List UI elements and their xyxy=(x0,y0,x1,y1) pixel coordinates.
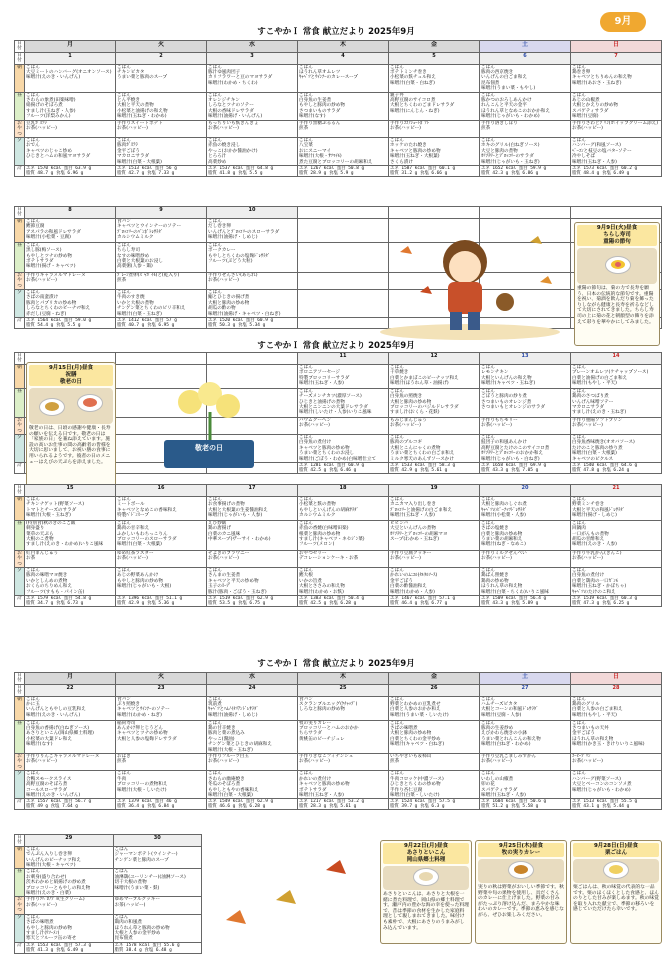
meal-label: 計 xyxy=(15,318,25,329)
menu-cell: ゆめマーブルクッキー お茶(ハッピー) xyxy=(113,897,202,914)
menu-cell: ﾌﾟﾚｰﾝ煮卵(ｽﾞｬｶﾞｲﾓ)と(乾入り) 煎茶 xyxy=(116,272,207,289)
nutrition-cell: エネ 1658 kcal 蛋白 69.9 g 脂質 43.3 g 食塩 7.05 g xyxy=(480,463,571,474)
date-29: 29 xyxy=(25,835,114,847)
meal-label: 夕 xyxy=(15,568,25,596)
meal-label: 朝 xyxy=(15,696,25,720)
meal-label: 昼 xyxy=(15,720,25,753)
menu-cell: 手作りｿﾊﾞﾛｱﾌﾟﾙ(生クリーム) お茶(ハッピー) xyxy=(25,897,114,914)
menu-cell: ごはん さわらの幽庵焼き 冬瓜のそぼろ煮 もやしともやの香味和え 味噌汁(白菜・大根葉) xyxy=(207,771,298,799)
menu-cell: ごはん 白身魚香味焼き(オオバソース) たけのこと豚肉の炒り煮 味噌汁(白菜・大根葉) キャベツのピクルス xyxy=(571,435,662,463)
feature-text: 実りの秋は野菜がおいしい季節です。秋野菜や旬の果物を使用し、具だくさんのカレーに仕上げました。野菜の甘みがたっぷり溶け込んだ、まろやかな味わいのカレーです。季節の恵みを感じながら、ぜひお楽しみください。 xyxy=(478,885,564,918)
empty-cell xyxy=(116,353,207,365)
date-10: 10 xyxy=(207,207,298,219)
menu-cell: ごはん 豚肉の味噌マヨ焼き いかとしんめの煮物 おくらのちりめん和え フルーツ(すもも・パイン缶) xyxy=(25,568,116,596)
feature-title: 9月28日(日)昼食 栗ごはん xyxy=(573,843,659,857)
week5-table xyxy=(14,834,202,954)
meal-label: 朝 xyxy=(15,496,25,520)
menu-cell: ごはん 鶏巻き卵 キャベツとちりめんの和え物 味噌汁(あおさ・玉ねぎ) xyxy=(571,64,662,92)
date-14: 14 xyxy=(571,353,662,365)
date-label: 日付 xyxy=(15,684,25,696)
menu-cell: ごはん ポークカレー もやしとちくわの塩麹ﾄﾞﾚｻﾗﾀﾞ フルーツ(ぶどう大粒) xyxy=(207,242,298,272)
week1-table xyxy=(14,40,662,177)
meal-label: 夕 xyxy=(15,771,25,799)
date-7: 7 xyxy=(571,52,662,64)
menu-cell: ごはん ハムチーズピカタ 大根とコーンの和風ﾄﾞﾚｻﾗﾀﾞ 味噌汁(豆腐・人参) xyxy=(480,696,571,720)
date-label: 日付 xyxy=(15,485,25,497)
menu-cell: 手作りきなこフィナンシェ お茶(ハッピー) xyxy=(298,754,389,771)
nutrition-cell: エネ 1267 kcal 蛋白 50.8 g 脂質 28.9 g 食塩 5.9 g xyxy=(298,165,389,176)
meal-label: 昼 xyxy=(15,92,25,120)
menu-cell: ごはん 豚肉の生姜炒め えびかわら焼きの小鉢 うまい菜とれんこんの和え物 味噌汁(白ねぎ・わかめ) xyxy=(480,720,571,753)
menu-cell: ゆめ紅茶ラスター お茶(ハッピー) xyxy=(116,550,207,567)
sushi-photo xyxy=(577,248,657,284)
menu-cell: いちやきいも＆柿山 煎茶 xyxy=(389,754,480,771)
feature-title: 9月15日(月)昼食 祝膳 敬老の日 xyxy=(29,365,113,386)
menu-cell: ごはん 野菜とわかめの豆乳煮せ 白菜と人参のおかか和え 味噌汁(うまい菜・しいたけ) xyxy=(389,696,480,720)
date-2: 2 xyxy=(116,52,207,64)
menu-cell: ごはん 豚汁ゆ風肉団子 カリフラワーと豆のマヨサラダ 味噌汁(わかめ・ちくわ) xyxy=(207,64,298,92)
nutrition-cell: エネ 1217 kcal 蛋白 53.2 g 脂質 28.3 g 食塩 5.61 g xyxy=(298,799,389,810)
menu-cell: 手作り牛乳かん(きんこ) お茶(ハッピー) xyxy=(571,550,662,567)
menu-cell: ごはん オレンジチキン しろなとツナのソテー 大根の香味ドレサラダ 味噌汁(油揚げ・いんげん) xyxy=(207,92,298,120)
menu-cell: 手作りさわとﾌﾞﾘﾝ(ホイップクリーム添え) お茶(ハッピー) xyxy=(571,120,662,137)
date-25: 25 xyxy=(298,684,389,696)
feature-title: 9月25日(木)昼食 牧の実りカレー xyxy=(478,843,564,857)
menu-cell: 豆乳ｶﾞｽﾃﾗ お茶(ハッピー) xyxy=(25,120,116,137)
date-label: 日付 xyxy=(15,52,25,64)
menu-cell: ごはん 鮭団子の和風あんかけ 高野豆腐とたけのこのサイコロ煮 ｶﾘﾌﾗﾜｰとﾌﾞﾛｯｺﾘｰのおかか和え 味噌汁(じゃがいも・白ねぎ) xyxy=(480,435,571,463)
date-23: 23 xyxy=(116,684,207,696)
date-21: 21 xyxy=(571,485,662,497)
menu-cell: ごはん カニカマ入り出し巻き ﾌﾞﾛｯｺﾘｰと油揚げの白ごま和え 味噌汁(玉ねぎ・人参) xyxy=(389,496,480,520)
nutrition-cell: エネ 1513 kcal 蛋白 56 g 脂質 42.7 g 食塩 7.33 g xyxy=(116,165,207,176)
menu-cell: 食パン ぶり照焼き キャベツとｳｲﾝﾅｰのソテー 味噌汁(わかめ・ねぎ) xyxy=(116,696,207,720)
menu-cell: ごはん 鰹節豆腐 アスパラの和風ドレサラダ 味噌汁(小松菜・豆腐) xyxy=(25,218,116,242)
menu-cell: ごはん さばの塩焼き 白菜と豚肉の炒め物 うまい菜の胡麻和え 味噌汁(ねぎ・なめこ) xyxy=(480,520,571,550)
menu-cell: ごはん 大豆ミートのハンバーグ(オニオンソース) 味噌汁(えのき・いんげん) xyxy=(25,64,116,92)
menu-cell: ごはん レモンチキン 大根といんげんの和え物 味噌汁(キャベツ・玉ねぎ) xyxy=(480,364,571,388)
date-label: 日付 xyxy=(15,353,25,365)
menu-cell: ごはん チーズメンチカツ(濃厚ソース) ひじきと油揚げの煮物 大根とニンニンの大葉ドレサラダ 味噌汁(しいたけ・人参)いりこ風味 xyxy=(298,388,389,417)
menu-cell: もっちりいも麩きんぎょ お茶(ハッピー) xyxy=(207,120,298,137)
date-20: 20 xyxy=(480,485,571,497)
nutrition-cell: エネ 1383 kcal 蛋白 50.4 g 脂質 42.5 g 食塩 6.28 g xyxy=(298,596,389,607)
empty-cell xyxy=(207,353,298,365)
menu-cell: ごはん でんぷん入りし巻き卵 いんげんのピーナッツ和え 味噌汁(大根・キャベツ) xyxy=(25,846,114,869)
weekday-sun: 日 xyxy=(571,673,662,685)
respect-day-sign: 敬老の日 xyxy=(195,444,223,452)
weekday-tue: 火 xyxy=(116,673,207,685)
feature-text: 栗ごはんは、秋の味覚の代表的な一品です。栗のほくほくとした食感と、ほんのりとした甘みが楽しめます。秋の味覚を取り入れた献立で、季節の移ろいを感じていただけたら幸いです。 xyxy=(573,885,659,913)
date-27: 27 xyxy=(480,684,571,696)
feature-title: 9月9日(火)昼食 ちらし寿司 重陽の節句 xyxy=(577,225,657,246)
empty-cell xyxy=(571,207,662,219)
menu-cell: ごはん 鰯とひじきの揚げ煮 大根と豚肉の炒め物 胡瓜の酢の物 味噌汁(油揚げ・キャベツ・白ねぎ) xyxy=(207,290,298,318)
menu-cell: ごはん 干草焼き 白菜とかまぼこのピーナッツ和え 味噌汁(ほうれん草・油揚げ) xyxy=(389,364,480,388)
feature-text: あさりといこんは、あさりと大根を一緒に煮た料理で、岡山県の郷土料理です。瀬戸内の豊かな海の幸を使った料理で、昔は季節の食材を生かした家庭料理として親しまれてきました。味付けも素朴で、大根にあさりのうまみがしみ込んでいます。 xyxy=(383,892,469,931)
nutrition-cell: エネ 1513 kcal 蛋白 55.5 g 脂質 43.1 g 食塩 5.44 g xyxy=(571,799,662,810)
meal-label: 朝 xyxy=(15,64,25,92)
menu-cell: 親子丼 高野豆腐のサイコロ煮 大根とちくわのごまドレサラダ 味噌汁(にんじん・ねぎ) xyxy=(389,92,480,120)
nutrition-cell: エネ 1520 kcal 蛋白 60.9 g 脂質 50.3 g 食塩 5.34 g xyxy=(207,318,298,329)
menu-cell: 手作りもちモリー お茶(ハッピー) xyxy=(480,417,571,434)
menu-cell: ごはん 豚肉のプルコギ 大根とこんにゃくの煮物 うまい菜とちくわの白ごま和え ミルク寒天のあんずソースかけ xyxy=(389,435,480,463)
nutrition-cell: エネ 1281 kcal 蛋白 60.9 g 脂質 42.5 g 食塩 6.46 g xyxy=(298,463,389,474)
menu-cell: ごはん ホキのグリル(白ねぎソース) 大豆と豚肉の煮物 ｶﾘﾌﾗﾜｰとﾌﾞﾛｯｺﾘｰのサラダ 味噌汁(じゃがいも・玉ねぎ) xyxy=(480,137,571,165)
nutrition-cell: エネ 1557 kcal 蛋白 56.7 g 脂質 49 g 食塩 7.64 g xyxy=(25,799,116,810)
menu-cell: ごはん さつまいもの天丼 金平ごぼう ほうれん草の和え物 味噌汁(かき玉・きけりいりこ風味) xyxy=(571,720,662,753)
menu-cell: ごはん ほうれん草オムレツ ｷｬﾍﾞﾂとｳｲﾝﾅｰのカレースープ xyxy=(298,64,389,92)
month-badge: 9月 xyxy=(600,12,646,32)
menu-cell: 牧の実りカレー ブロッコリーとハムのおかか ちらサラダ 黄桃缶のピーチジュレ xyxy=(298,720,389,753)
nutrition-cell: エネ 1533 kcal 蛋白 58.3 g 脂質 42.9 g 食塩 5.61 g xyxy=(389,463,480,474)
menu-cell: 食パン キャベツとウインナーのソテー ﾌﾞﾛｯｺﾘｰのﾊﾟﾝﾎﾟﾄﾚｻﾗﾀﾞ カルシウムミルク xyxy=(116,218,207,242)
date-6: 6 xyxy=(480,52,571,64)
week4-table xyxy=(14,672,662,810)
empty-cell xyxy=(389,207,480,219)
meal-label: おやつ xyxy=(15,550,25,567)
menu-cell: おやつゼリー デコレーションケーキ・お茶 xyxy=(298,550,389,567)
weekday-mon: 月 xyxy=(25,41,116,53)
nutrition-cell: エネ 1573 kcal 蛋白 60.2 g 脂質 48.4 g 食塩 6.49 g xyxy=(571,165,662,176)
meal-label: 昼 xyxy=(15,520,25,550)
menu-cell: ごはん 大根と豚肉のしぐれ煮 ｷｬﾍﾞﾂのﾋﾟｰﾅｯﾂﾄﾞﾚｻﾗﾀﾞ 味噌汁(小松菜・人参) xyxy=(480,496,571,520)
menu-cell: 手作りｺｺｱｼｭｰﾄﾎﾟﾃﾄ お茶(ハッピー) xyxy=(389,120,480,137)
date-label: 日付 xyxy=(15,207,25,219)
menu-cell: 手作りスイートポテト お茶(ハッピー) xyxy=(116,120,207,137)
nutrition-cell: エネ 1579 kcal 蛋白 54.8 g 脂質 34.7 g 食塩 6.73 g xyxy=(25,596,116,607)
menu-cell: 食パン スクランブルエッグ(ｹﾁｬｯﾌﾟ) しろなと豚肉の炒め物 xyxy=(298,696,389,720)
menu-cell: ごはん さわらの象煮(田楽味噌) 絹揚げのそぼろ煮 すまし汁(玉ねぎ・人参) フルーツ(洋梨みかん) xyxy=(25,92,116,120)
weekday-wed: 水 xyxy=(207,41,298,53)
date-19: 19 xyxy=(389,485,480,497)
feature-card-2 xyxy=(475,840,567,944)
feature-card-respect-day xyxy=(26,362,116,488)
date-label: 日付 xyxy=(15,673,25,685)
nutrition-cell: エネ 1578 kcal 蛋白 55.6 g 脂質 38.4 g 食塩 6.48 g xyxy=(113,942,202,953)
meal-label: おやつ xyxy=(15,417,25,434)
menu-cell: えび炒飯 鶏の唐揚げ 白菜のカニ風味 中華スープ(ザーサイ・わかめ) xyxy=(207,520,298,550)
date-15: 15 xyxy=(25,485,116,497)
menu-cell: ごはん 鶏肉のさつぱり煮 いんげん味噌ソテー マカロニサラダ すまし汁(えのき・玉ねぎ) xyxy=(571,388,662,417)
weekday-fri: 金 xyxy=(389,41,480,53)
menu-cell: ごはん 鶏肉のグリル 白菜と人参の白ごま和え 味噌汁(もやし・平天) xyxy=(571,696,662,720)
nutrition-cell: エネ 1379 kcal 蛋白 46 g 脂質 36.4 g 食塩 6.84 g xyxy=(116,799,207,810)
date-13: 13 xyxy=(480,353,571,365)
weekday-mon: 月 xyxy=(25,673,116,685)
weekday-fri: 金 xyxy=(389,673,480,685)
date-8: 8 xyxy=(25,207,116,219)
menu-cell: ごはん お食事揚げの煮物 大根と大根葉の生姜醤油和え 味噌汁(じゃがいも・人参) xyxy=(207,496,298,520)
nutrition-cell: エネ 1564 kcal 蛋白 59.0 g 脂質 54.4 g 食塩 5.5 g xyxy=(25,318,116,329)
date-11: 11 xyxy=(298,353,389,365)
menu-cell: (特別食)秋のきのこご飯 刺身盛り 菜草の天ぷら 大根のこ煮物 すまし汁(えのき・わかめ)いりこ風味 xyxy=(25,520,116,550)
menu-cell: ごはん 鰹大根 いかの旨煮 大根とささみの和え物 味噌汁(わかめ・お麩) xyxy=(298,568,389,596)
menu-cell: ごはん さんまの生姜煮 キャベツと平天の炒め物 玉子のｽｰﾌﾟ 豚汁(豚肉・ごぼう・玉ねぎ) xyxy=(207,568,298,596)
menu-cell: ごはん さばの味噌煮 大根と豚肉の炒め物 白菜とちくわの金平炒め 味噌汁(キャベツ・白ねぎ) xyxy=(389,720,480,753)
menu-cell: ごはん チキンナゲット(野菜ソース) トマトとチーズのサラダ 味噌汁(大根・玉ねぎ) xyxy=(25,496,116,520)
date-24: 24 xyxy=(207,684,298,696)
date-label: 日付 xyxy=(15,41,25,53)
nutrition-cell: エネ 1519 kcal 蛋白 60.3 g 脂質 47.3 g 食塩 6.25 g xyxy=(571,596,662,607)
date-22: 22 xyxy=(25,684,116,696)
menu-cell: ごはん かれいの煮付け キャベツと豚肉の炒め物 ポテトサラダ 味噌汁(玉ねぎ・人参) xyxy=(298,771,389,799)
date-3: 3 xyxy=(207,52,298,64)
meal-label: 計 xyxy=(15,596,25,607)
curry-photo xyxy=(478,859,564,883)
clam-dish-photo xyxy=(383,866,469,890)
menu-cell: 手作りりんごキャラメルマドレーヌ お茶(ハッピー) xyxy=(25,754,116,771)
feature-card-chrysanthemum xyxy=(574,222,660,346)
menu-cell: ごはん ごぼうと豚肉の炒り煮 さつまいものオレンジ煮 さつまいもとオレンジのサラダ xyxy=(480,388,571,417)
nutrition-cell: エネ 1524 kcal 蛋白 57.5 g 脂質 39.7 g 食塩 6.3 g xyxy=(389,799,480,810)
date-17: 17 xyxy=(207,485,298,497)
date-26: 26 xyxy=(389,684,480,696)
menu-cell: ごはん 白身魚の煮付け キャベツと豚肉の炒め物 うまい菜とちくわのお浸し 味噌汁(ごぼう・わかめ)白味噌仕立て xyxy=(298,435,389,463)
date-18: 18 xyxy=(298,485,389,497)
meal-label: 昼 xyxy=(15,869,25,897)
menu-cell: ごはん かに玉 いんげんともやしの豆乳和え 味噌汁(えのき・いんげん) xyxy=(25,696,116,720)
menu-cell: ごはん 鶏の甘辛焼き 豚肉と菜の煮込み やっこ(醤油) チンゲン菜とひじきの胡麻和え 味噌汁(大根・玉ねぎ) xyxy=(207,720,298,753)
menu-cell: ごはん 赤魚の香焼(白味噌田楽) 根菜と豚肉の炒め物 すまし汁(キャベツ・ネｲﾝｼﾞﾝ菜) フルーツ(メロン) xyxy=(298,520,389,550)
menu-cell: ごはん チキンピカタ うまい菜と豚肉のスープ xyxy=(116,64,207,92)
menu-cell: 手作りフルーツ白玉 お茶(ハッピー) xyxy=(207,754,298,771)
meal-label: おやつ xyxy=(15,272,25,289)
menu-cell: ごはん ポロニアソーセージ 特製ブロッコリーサラダ 味噌汁(玉ねぎ・人参) xyxy=(298,364,389,388)
feature-card-1 xyxy=(380,840,472,944)
week3-table xyxy=(14,484,662,607)
nutrition-cell: エネ 1652 kcal 蛋白 59.9 g 脂質 42.3 g 食塩 6.86 g xyxy=(480,165,571,176)
menu-cell: ｺｰﾋｰﾌﾞﾘﾝ お茶(ハッピー) xyxy=(571,754,662,771)
empty-cell xyxy=(298,207,389,219)
menu-cell: ごはん さばの味噌煮 もやしと豚肉の炒め物 すまし汁(ﾜｿｰﾒﾝ) 寒天とフルーツ缶の寄せ xyxy=(25,914,114,942)
menu-cell: ごはん ハンバーグ(和風ソース) ﾍﾞｰｺﾝと枝豆の塩バタｰソテー 冷やしそば 味噌汁(玉ねぎ・人参) xyxy=(571,137,662,165)
nutrition-cell: エネ 1553 kcal 蛋白 57.3 g 脂質 41.3 g 食塩 6.49 g xyxy=(25,942,114,953)
meal-label: おやつ xyxy=(15,120,25,137)
nutrition-cell: エネ 1604 kcal 蛋白 50.6 g 脂質 51.2 g 食塩 5.58 g xyxy=(480,799,571,810)
weekday-thu: 木 xyxy=(298,673,389,685)
weekday-sat: 土 xyxy=(480,673,571,685)
page-title: すこやかＩ 常食 献立だより 2025年9月 xyxy=(257,27,415,37)
date-12: 12 xyxy=(389,353,480,365)
menu-cell: ごはん だし巻き卵 いんげんとﾌﾞﾛｯｺﾘｰのスローサラダ 味噌汁(油揚げ・しめじ) xyxy=(207,218,298,242)
menu-cell: ごはん あじの野菜あんかけ もやしと豚肉の炒め物 味噌汁(じゃがいも・大根) xyxy=(116,568,207,596)
menu-cell: ごはん とん平焼き 大根と平天の煮物 小松菜と油揚げの和え物 味噌汁(玉ねぎ・わかめ) xyxy=(116,92,207,120)
menu-cell: ごはん 回鍋肉 一口がんもの煮物 胡瓜の甘酢和え 味噌汁(えのき・人参) xyxy=(571,520,662,550)
nutrition-cell: エネ 1537 kcal 蛋白 64.8 g 脂質 41.8 g 食塩 5.5 g xyxy=(207,165,298,176)
feature-card-3 xyxy=(570,840,662,944)
weekday-wed: 水 xyxy=(207,673,298,685)
meal-label: 計 xyxy=(15,165,25,176)
nutrition-cell: エネ 1540 kcal 蛋白 64.6 g 脂質 47.8 g 食塩 6.24 g xyxy=(571,463,662,474)
menu-cell: ごはん 野菜ミンチ巻き 大根と平天の和風ﾄﾞﾚｻﾗﾀﾞ 味噌汁(揚げ・しめじ) xyxy=(571,496,662,520)
feature-text: 重陽の節句は、菊の力で長寿を願う、日本の伝統的な節句です。重陽を祝い、菊酒を飲んだり菊を飾ったりしながら健康と長寿を祈るなどして大切にされてきました。ちらし寿司の上に菊の花と朝顔型の飾りを添えて彩りを華やかにしてみました。 xyxy=(577,286,654,325)
meal-label: 夕 xyxy=(15,137,25,165)
chestnut-rice-photo xyxy=(573,859,659,883)
nutrition-cell: エネ 1587 kcal 蛋白 60.1 g 脂質 31.2 g 食塩 6.66 g xyxy=(389,165,480,176)
date-1: 1 xyxy=(25,52,116,64)
menu-cell: ごはん ハンバーグ(野菜ソース) 大豆とベーコンのコンソメ煮 味噌汁(じゃがいも・わかめ) xyxy=(571,771,662,799)
menu-cell: ごはん プレーンオムレツ(ケチャップソース) 白菜と油揚げの白ごま和え 味噌汁(もやし・平天) xyxy=(571,364,662,388)
nutrition-cell: エネ 1570 kcal 蛋白 63.9 g 脂質 48.7 g 食塩 6.96 g xyxy=(25,165,116,176)
leaves-illustration xyxy=(206,840,372,944)
menu-cell: ごはん 鶏ぱん照焼き 鶏肉の炒め物 ほうれん草の和え物 味噌汁(白菜・ちくわ)いりこ風味 xyxy=(480,568,571,596)
menu-cell: ごはん 白身魚の煮付け 白菜と鶏肉の一口ｶﾞﾝﾓ 味噌汁(玉ねぎ・かぼちゃ) ｷｬﾍﾞﾂのたけのこ和え xyxy=(571,568,662,596)
autumn-girl-illustration xyxy=(370,222,570,342)
nutrition-cell: エネ 1549 kcal 蛋白 62.9 g 脂質 46.6 g 食塩 6.28 g xyxy=(207,799,298,810)
menu-cell: ごはん ホッケのたれ焼き キャベツと豚肉の炒め物 味噌汁(玉ねぎ・大根葉) さくら漬け xyxy=(389,137,480,165)
page3-title: すこやかＩ 常食 献立だより 2025年9月 xyxy=(257,659,415,669)
menu-cell: ごはん 小松菜と麩の煮物 もやしといんげんの胡麻ｻﾗﾀﾞ カルシウムミルク xyxy=(298,496,389,520)
nutrition-cell: エネ 1467 kcal 蛋白 57.1 g 脂質 46.4 g 食塩 6.77 g xyxy=(389,596,480,607)
menu-cell: もみじまんじゅう お茶(ハッピー) xyxy=(389,417,480,434)
bouquet-illustration xyxy=(150,372,270,482)
menu-cell: ビビンバ 大豆といんげんの煮物 ｶﾘﾌﾗﾜｰとﾌﾞﾛｯｺﾘｰの胡麻マヨ スープ(わかめ・玉ねぎ) xyxy=(389,520,480,550)
nutrition-cell: エネ 1396 kcal 蛋白 51.1 g 脂質 42.9 g 食塩 5.36 g xyxy=(116,596,207,607)
menu-cell: ごはん 鶏肉の甘辛和え ふかしいもわちっこりん ブロッコリーのスローサラダ 味噌汁(白菜・大根葉) xyxy=(116,520,207,550)
meal-label: 計 xyxy=(15,799,25,810)
meal-label: 朝 xyxy=(15,364,25,388)
menu-cell: ごはん 白身魚の照焼き 大根と豚肉の炒め物 ブロッコリーのバジルドレサラダ すまし汁(おくら・花麩) xyxy=(389,388,480,417)
date-4: 4 xyxy=(298,52,389,64)
feature-text: 敬老の日は、日頃の感謝や健康・長寿の願いを伝える日です。敬老の日は「家族の日」を兼ね添えています。施設の高いお仕事の間の高齢者の皆様を大切に思いまして、お祝い膳の食事に用いられるようです。彼者の日のメニューはえびの天ぷらを添えました。 xyxy=(29,426,111,465)
menu-cell: ごはん 豚肉ｶﾞｽﾃﾗ 金平ごぼう マカロニサラダ 味噌汁(白菜・大根葉) xyxy=(116,137,207,165)
meal-label: 昼 xyxy=(15,242,25,272)
meal-label: 朝 xyxy=(15,846,25,869)
menu-cell: ごはん さばの南蛮漬け 豚肉とパプリカの炒め物 しろなとちくわのビーナｯﾂ和え 赤だし(豆腐・ねぎ) xyxy=(25,290,116,318)
menu-cell: おはぎ 煎茶 xyxy=(116,754,207,771)
meal-photo xyxy=(29,388,113,424)
menu-cell: 紅白まんじゅう お茶 xyxy=(25,550,116,567)
menu-cell: ごはん ポテトミンチ巻き 小松菜の麩チュル和え 味噌汁(白菜・白ねぎ) xyxy=(389,64,480,92)
menu-cell: ごはん 牛肉のすき焼 いかと大根の煮物 チンゲン菜とちくわのピリ辛和え 味噌汁(白菜・玉ねぎ) xyxy=(116,290,207,318)
menu-cell: ごはん 鶏肉の和風煮 ほうれん草と豚肉の炒め物 大根と人参の金平炒め 昆布佃煮 xyxy=(113,914,202,942)
menu-cell: ごはん おでん キャベツのじゃこ炒め ひじきとハムの和風マヨサラダ xyxy=(25,137,116,165)
menu-cell: ごはん 豚肉の西京焼き いんげんの白ごま和え 昆布佃煮 味噌汁(うまい菜・もやし) xyxy=(480,64,571,92)
menu-cell: 手作り重陽ソフトプリン お茶(ハッピー) xyxy=(571,417,662,434)
menu-cell: ごはん かれいのﾑﾆｴﾙ(ﾀﾙﾀﾙｿｰｽ) 金平ごぼう 白菜の酢醤油和え 味噌汁(わかめ・人参) xyxy=(389,568,480,596)
menu-cell: ごはん ちらし寿司 なすの味噌炒め 白菜と大根葉のお浸し 高菜粥(人参・鶏) xyxy=(116,242,207,272)
nutrition-cell: エネ 1509 kcal 蛋白 56.4 g 脂質 43.3 g 食塩 5.89 g xyxy=(480,596,571,607)
date-30: 30 xyxy=(113,835,202,847)
menu-cell: 手作りぜんざい(あられ) お茶(ハッピー) xyxy=(207,272,298,289)
menu-cell: ごはん 油淋鶏(ユーリンチー)(油淋ソース) 切干大根の煮物 味噌汁(うまい菜・麩) xyxy=(113,869,202,897)
date-label: 日付 xyxy=(15,835,25,847)
menu-cell: ごはん ミートボール キャベツとなめこの香味和え 特製ﾊﾞﾄﾞﾝｽープ xyxy=(116,496,207,520)
menu-cell: 手作り豆腐クッキー お茶(ハッピー) xyxy=(389,550,480,567)
menu-cell: ごはん 合鴨スモークスライス 高野豆腐のそぼろ煮 コールスローサラダ 味噌汁(えのき・いんげん) xyxy=(25,771,116,799)
weekday-tue: 火 xyxy=(116,41,207,53)
weekday-sun: 日 xyxy=(571,41,662,53)
menu-cell: 手作り溶きしぼり 煎茶 xyxy=(480,120,571,137)
menu-cell: ごはん 牛肉 ブロッコリーの煮物和え 味噌汁(大根・しいたけ) xyxy=(116,771,207,799)
menu-cell: ごはん 豚かつのおろしあんかけ れんこんと平天の金平 ほうれん草となめこのおかか和え 味噌汁(じゃがいも・わかめ) xyxy=(480,92,571,120)
menu-cell: ごはん 白身魚の生姜煮 もやしと豚肉の炒め物 さつまいものサラダ 味噌汁(なす) xyxy=(298,92,389,120)
meal-label: おやつ xyxy=(15,897,25,914)
menu-cell: ごはん 八宝菜 おにスニーマイ 味噌汁(大根・ｻﾂﾏｲﾓ) 煮た豆腐とブロッコリーの胡麻和え xyxy=(298,137,389,165)
menu-cell: ごはん 赤魚の焼き浸し やっこ(おかか醤油かけ) とろろ汁 高菜炒め xyxy=(207,137,298,165)
menu-cell: 稲荷寿司 あんかけ卵とじうどん キャベツとツナの炒め物 大根と人参の塩麹ドレサラダ xyxy=(116,720,207,753)
weekday-sat: 土 xyxy=(480,41,571,53)
date-28: 28 xyxy=(571,684,662,696)
nutrition-cell: エネ 1519 kcal 蛋白 62.9 g 脂質 53.5 g 食塩 6.75 g xyxy=(207,596,298,607)
menu-cell: ごはん いわしの山椒煮 卯の花 スパゲティサラダ 味噌汁(玉ねぎ・人参) xyxy=(480,771,571,799)
meal-label: 夕 xyxy=(15,435,25,463)
menu-cell: ごはん ジャーマンポテト(ウインナー) チンゲン菜と豚肉のスープ xyxy=(113,846,202,869)
menu-cell: ごはん お刺身(盛り合わせ) 茨木わかめと絹揚げの炒め煮 ブロッコリーともやしの和え物 味噌汁(えのき・白菜) xyxy=(25,869,114,897)
meal-label: 朝 xyxy=(15,218,25,242)
menu-cell: 手作りミルクせんべい お茶(ハッピー) xyxy=(480,550,571,567)
date-9: 9 xyxy=(116,207,207,219)
menu-cell: 手作り豆乳ごましみずかん お茶(ハッピー) xyxy=(480,754,571,771)
meal-label: 夕 xyxy=(15,914,25,942)
meal-label: 昼 xyxy=(15,388,25,417)
meal-label: 計 xyxy=(15,463,25,474)
menu-cell: ごはん 黒し豚(梅ソース) もやしとツナの炒め物 ポテトサラダ 味噌汁(揚げ・キャベツ) xyxy=(25,242,116,272)
feature-title: 9月22日(月)昼食 あさりといこん 岡山県郷土料理 xyxy=(383,843,469,864)
meal-label: 夕 xyxy=(15,290,25,318)
menu-cell: 手作り黒糖ぷるるん 煎茶 xyxy=(298,120,389,137)
menu-cell: 手作りキャラメルマドレーヌ お茶(ハッピー) xyxy=(25,272,116,289)
meal-label: おやつ xyxy=(15,754,25,771)
menu-cell: ごはん あじの山椒煮 大根とかえりの炒め物 スパゲティサラダ 味噌汁(豆腐) xyxy=(571,92,662,120)
meal-label: 計 xyxy=(15,942,25,953)
menu-cell: ごはん 白身魚の香揚げ(白ねぎソース) あさりといこん(岡山県郷土料理) 小松菜の大葉ドレ和え 味噌汁(なす) xyxy=(25,720,116,753)
nutrition-cell: エネ 1412 kcal 蛋白 57 g 脂質 40.7 g 食塩 6.95 g xyxy=(116,318,207,329)
menu-cell: そよぎのブラウニー お茶(ハッピー) xyxy=(207,550,298,567)
date-5: 5 xyxy=(389,52,480,64)
menu-cell: ごはん 筑前煮 ｷｬﾍﾞﾂとﾊﾑﾉｲﾀﾘｱﾝﾄﾞﾚｻﾗﾀﾞ 味噌汁(油揚げ・しめじ) xyxy=(207,696,298,720)
menu-cell: ごはん 牛肉コロッケ(中濃ソース) ひじきとちくわの炒め物 手作り杏仁豆腐 味噌汁(白菜・しいたけ) xyxy=(389,771,480,799)
empty-cell xyxy=(480,207,571,219)
weekday-thu: 木 xyxy=(298,41,389,53)
menu-cell: バウムクーヘン お茶(ハッピー) xyxy=(298,417,389,434)
date-16: 16 xyxy=(116,485,207,497)
page2-title: すこやかＩ 常食 献立だより 2025年9月 xyxy=(257,341,415,351)
